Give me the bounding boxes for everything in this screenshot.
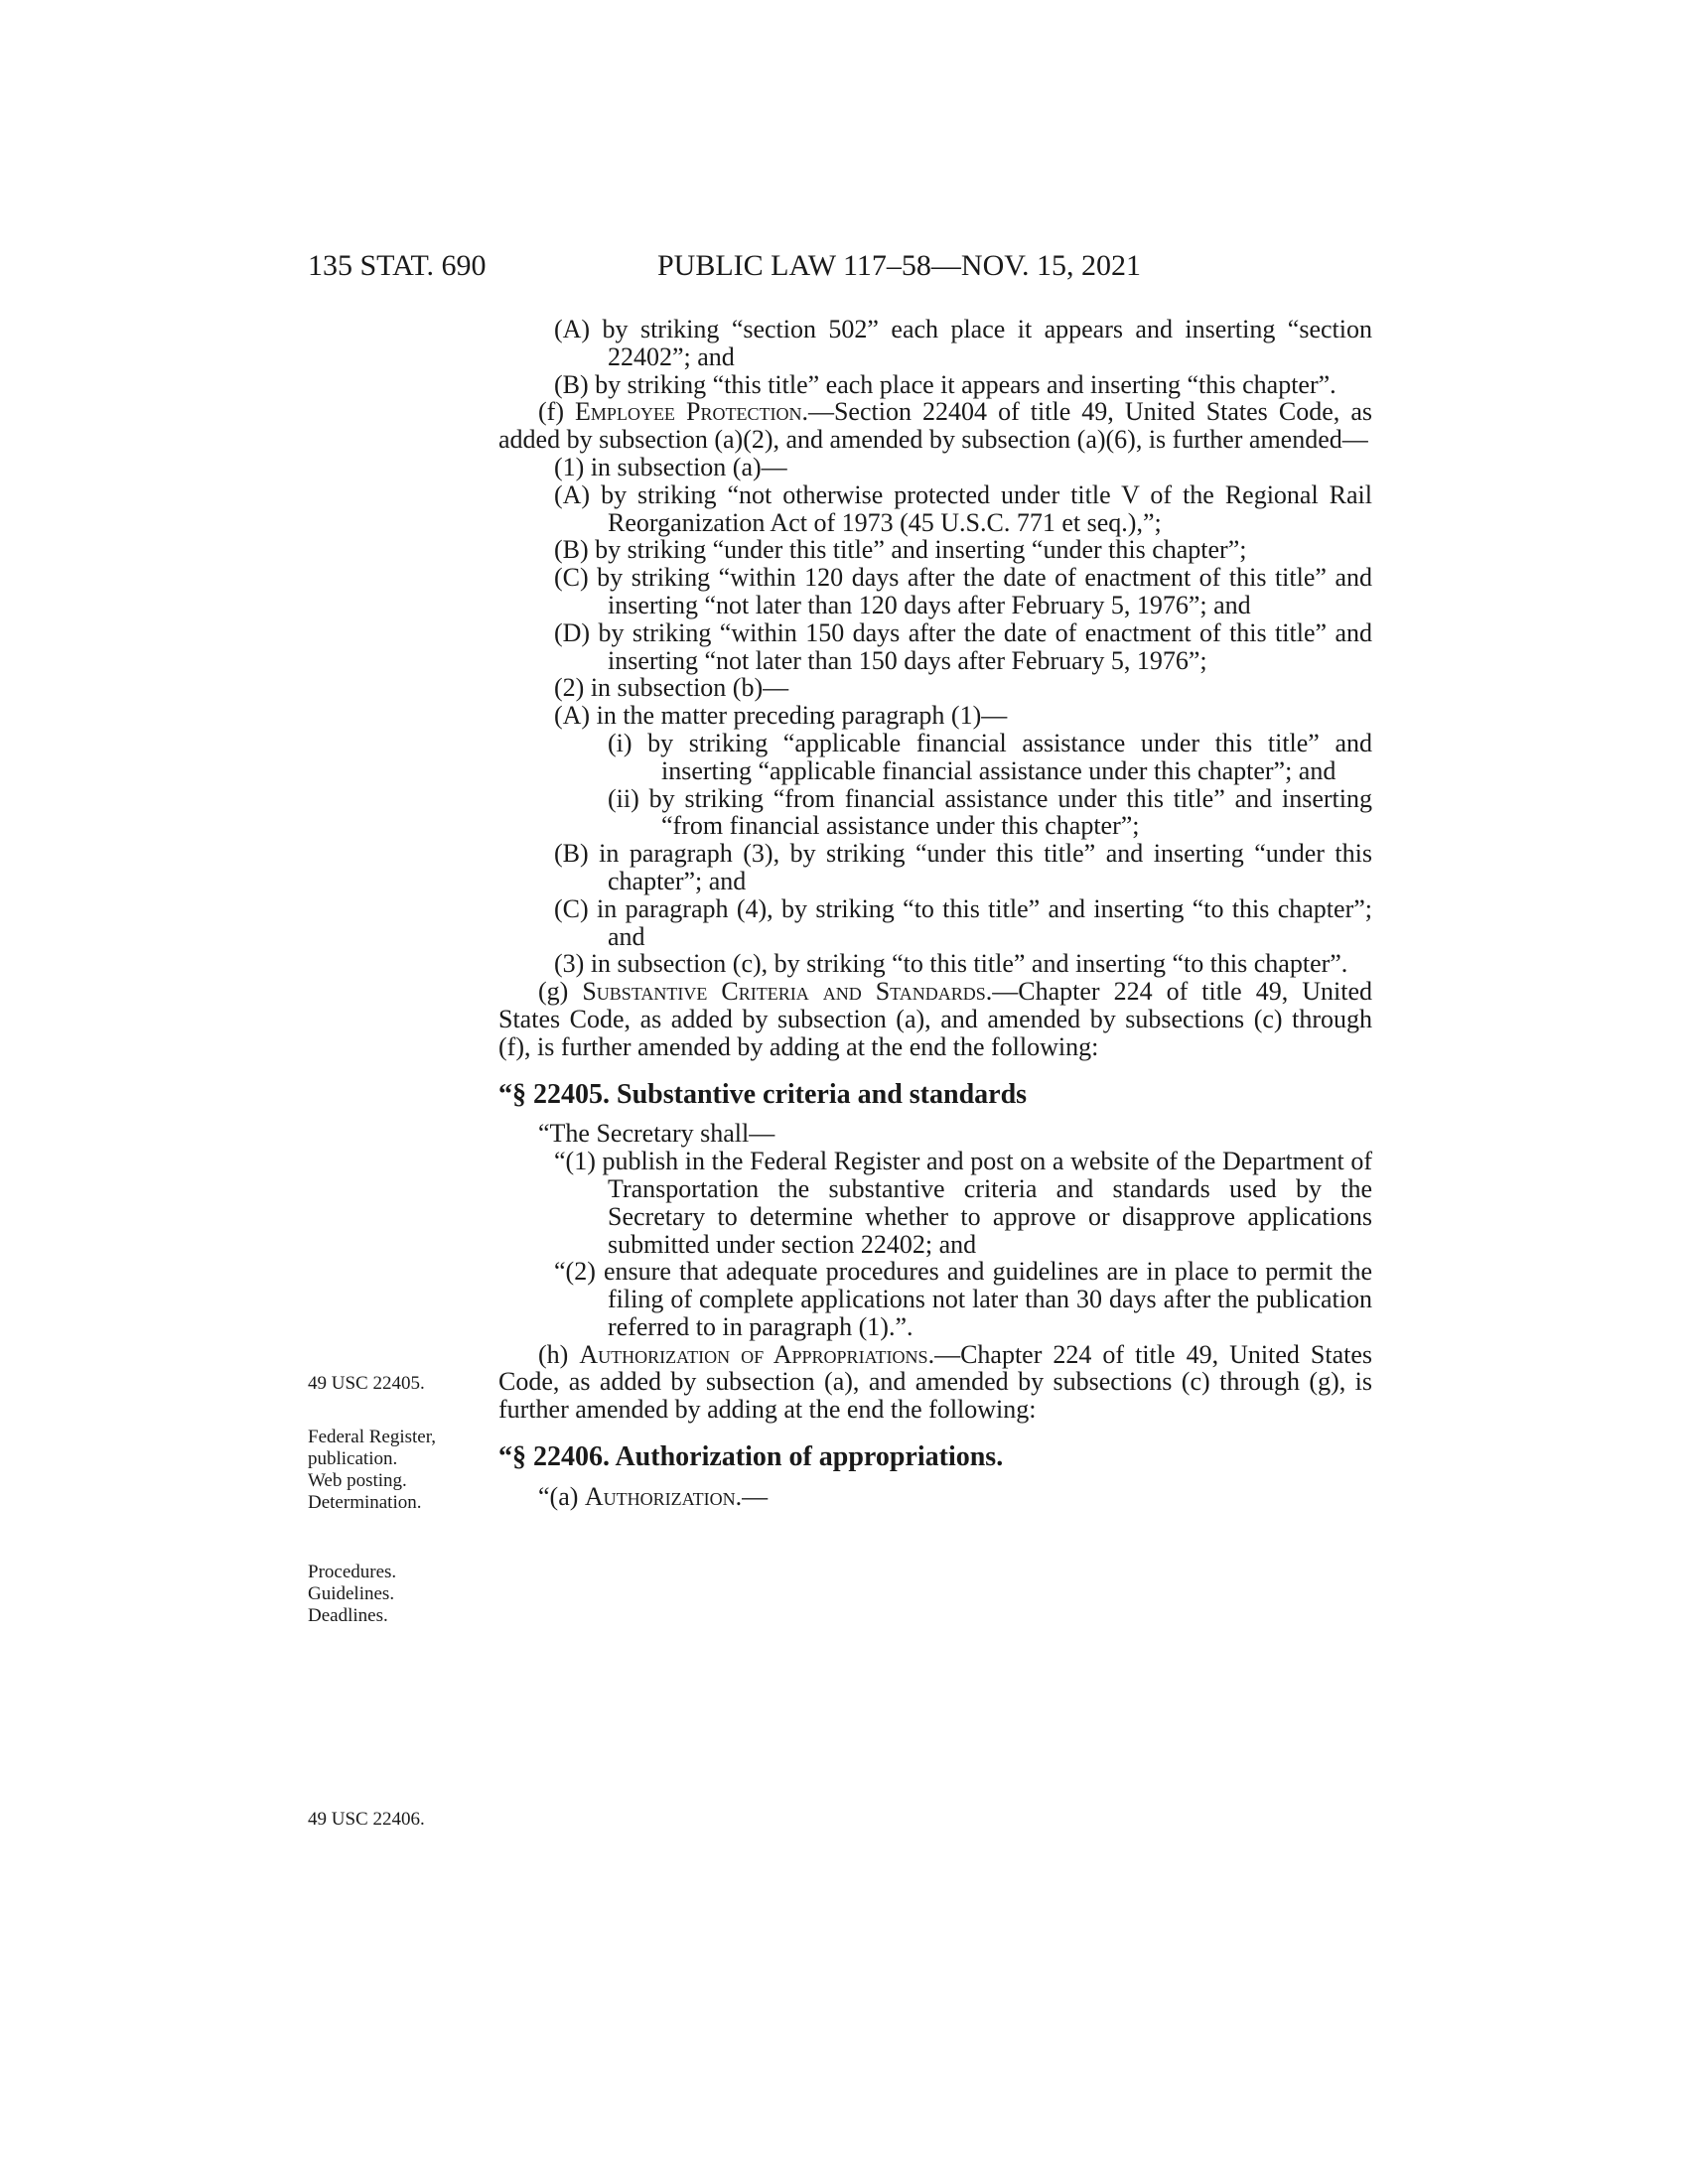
subsection-label: (f) bbox=[538, 397, 576, 427]
section-heading-22405: “§ 22405. Substantive criteria and standards bbox=[498, 1078, 1028, 1110]
paragraph: (A) by striking “section 502” each place it appears and inserting “section 22402”; and bbox=[554, 315, 1372, 371]
margin-note-line: publication. bbox=[308, 1448, 398, 1469]
paragraph: (3) in subsection (c), by striking “to this title” and inserting “to this chapter”. bbox=[554, 949, 1348, 979]
subsection-h bbox=[498, 1341, 1372, 1424]
margin-note-line: Federal Register, bbox=[308, 1427, 437, 1447]
margin-note-procedures bbox=[308, 1562, 496, 1627]
subsection-caption: Employee Protection bbox=[575, 397, 802, 427]
paragraph: “(1) publish in the Federal Register and post on a website of the Department of Transportation the substantive criteria and standards used by the Secretary to determine whether to approve or disapprove applications submitted under section 22402; and bbox=[554, 1147, 1372, 1259]
paragraph: “The Secretary shall— bbox=[538, 1119, 775, 1149]
subsection-a bbox=[498, 1483, 1372, 1511]
margin-note-usc-22406 bbox=[308, 1809, 496, 1831]
subsection-label: (h) bbox=[538, 1339, 580, 1369]
paragraph: (B) by striking “under this title” and inserting “under this chapter”; bbox=[554, 535, 1247, 565]
document-body bbox=[498, 316, 1372, 1511]
subsection-text: .— bbox=[735, 1481, 769, 1511]
margin-note-line: Determination. bbox=[308, 1492, 422, 1513]
paragraph: (A) in the matter preceding paragraph (1)— bbox=[554, 701, 1008, 731]
margin-note-line: Deadlines. bbox=[308, 1605, 388, 1626]
margin-note-usc-22405 bbox=[308, 1373, 496, 1395]
subsection-text: .—Chapter 224 of title 49, United States Code, as added by subsection (a), and amended by subsections (c) through (g), is further amended by adding at the end the following: bbox=[498, 1339, 1372, 1425]
running-title: PUBLIC LAW 117–58—NOV. 15, 2021 bbox=[657, 249, 1142, 282]
statute-page-number: 135 STAT. 690 bbox=[308, 249, 487, 282]
margin-note-line: Guidelines. bbox=[308, 1583, 395, 1604]
section-heading-22406: “§ 22406. Authorization of appropriations. bbox=[498, 1441, 1004, 1473]
paragraph: (ii) by striking “from financial assistance under this title” and inserting “from financial assistance under this chapter”; bbox=[608, 783, 1372, 841]
paragraph: (B) in paragraph (3), by striking “under this title” and inserting “under this chapter”; and bbox=[554, 839, 1372, 895]
margin-note-federal-register bbox=[308, 1427, 496, 1514]
paragraph: (2) in subsection (b)— bbox=[554, 673, 789, 703]
subsection-label: “(a) bbox=[538, 1481, 585, 1511]
subsection-text: .—Section 22404 of title 49, United States Code, as added by subsection (a)(2), and amended by subsection (a)(6), is further amended— bbox=[498, 397, 1372, 455]
subsection-caption: Authorization bbox=[584, 1481, 736, 1511]
paragraph: (D) by striking “within 150 days after the date of enactment of this title” and inserting “not later than 150 days after February 5, 1976”; bbox=[554, 617, 1372, 675]
subsection-f bbox=[498, 398, 1372, 454]
subsection-caption: Substantive Criteria and Standards bbox=[582, 977, 986, 1007]
margin-note-text: 49 USC 22406. bbox=[308, 1809, 425, 1830]
paragraph: (A) by striking “not otherwise protected under title V of the Regional Rail Reorganization Act of 1973 (45 U.S.C. 771 et seq.),”; bbox=[554, 479, 1372, 537]
paragraph: “(2) ensure that adequate procedures and guidelines are in place to permit the filing of complete applications not later than 30 days after the publication referred to in paragraph (1).”. bbox=[554, 1257, 1372, 1341]
margin-note-line: Procedures. bbox=[308, 1562, 397, 1582]
subsection-g bbox=[498, 978, 1372, 1060]
page-header bbox=[308, 246, 1380, 286]
paragraph: (C) by striking “within 120 days after the date of enactment of this title” and inserting “not later than 120 days after February 5, 1976”; and bbox=[554, 563, 1372, 619]
subsection-text: .—Chapter 224 of title 49, United States Code, as added by subsection (a), and amended by subsections (c) through (f), is further amended by adding at the end the following: bbox=[498, 977, 1372, 1061]
subsection-caption: Authorization of Appropriations bbox=[579, 1339, 928, 1369]
paragraph: (1) in subsection (a)— bbox=[554, 452, 787, 481]
paragraph: (B) by striking “this title” each place it appears and inserting “this chapter”. bbox=[554, 369, 1336, 399]
paragraph: (i) by striking “applicable financial assistance under this title” and inserting “applicable financial assistance under this chapter”; and bbox=[608, 728, 1372, 785]
margin-note-text: 49 USC 22405. bbox=[308, 1373, 425, 1394]
margin-note-line: Web posting. bbox=[308, 1470, 407, 1491]
paragraph: (C) in paragraph (4), by striking “to this title” and inserting “to this chapter”; and bbox=[554, 893, 1372, 951]
subsection-label: (g) bbox=[538, 977, 583, 1007]
